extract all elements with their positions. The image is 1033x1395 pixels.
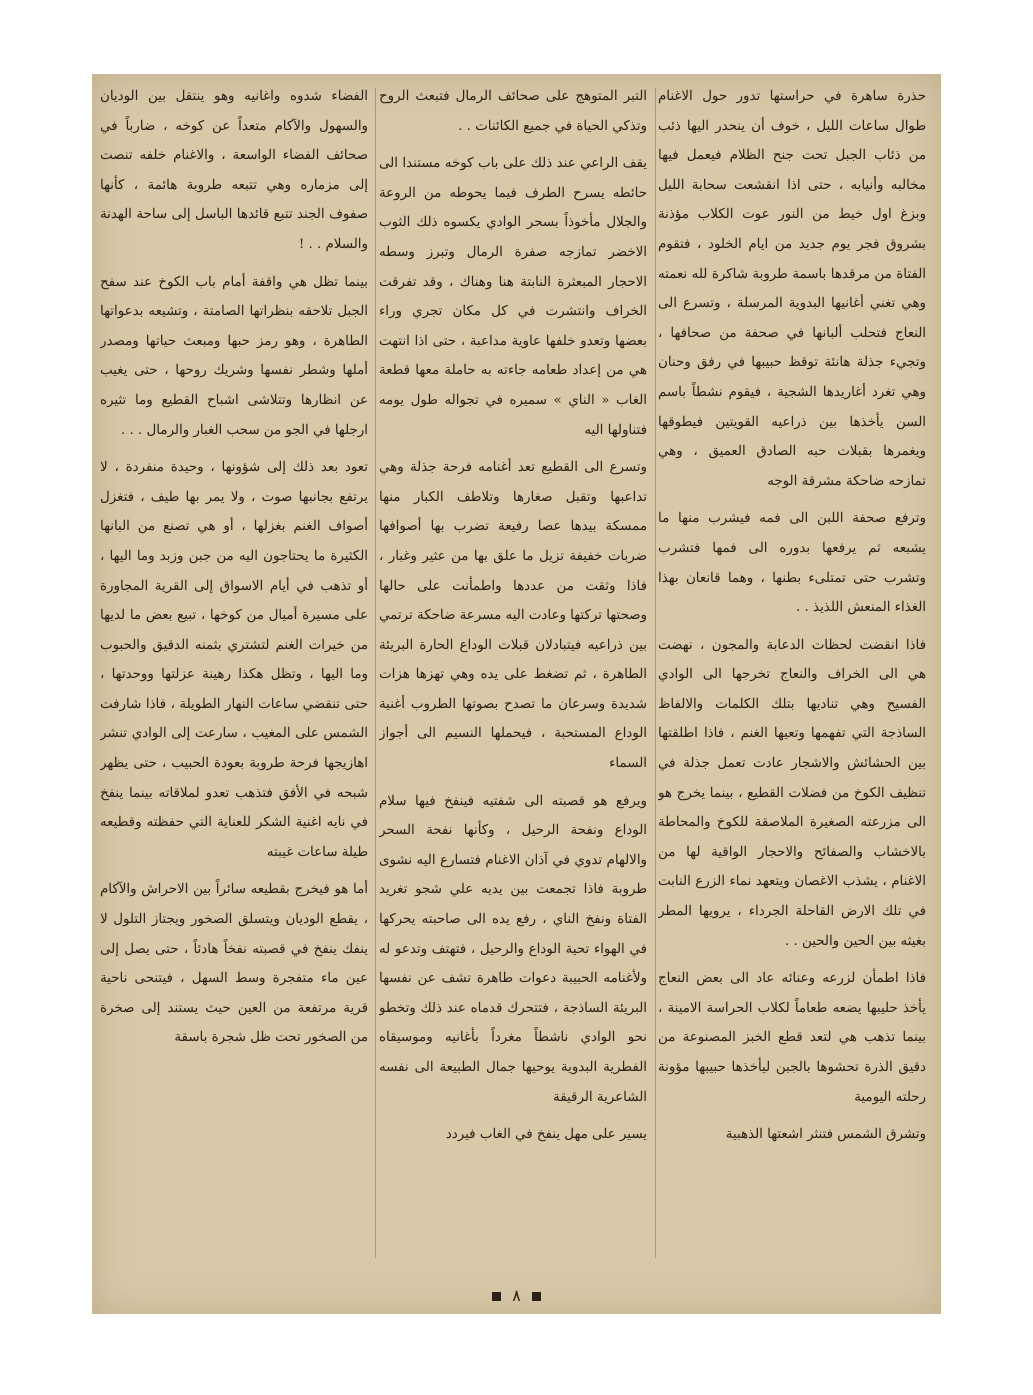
paragraph: حذرة ساهرة في حراستها تدور حول الاغنام طوال ساعات الليل ، خوف أن ينحدر اليها ذئب من ذئاب الجبل تحت جنح الظلام فيعمل فيها مخالبه وأنيابه ، حتى اذا انقشعت سحابة الليل وبزغ اول خيط من النور عوت الكلاب مؤذنة بشروق فجر يوم جديد من ايام الخلود ، فتقوم الفتاة من مرقدها باسمة طروبة شاكرة لله نعمته وهي تغني أغانيها البدوية المرسلة ، وتسرع الى النعاج فتحلب ألبانها في صحفة من صحافها ، وتجيء جذلة هانئة توقظ حبيبها في رفق وحنان وهي تغرد أغاريدها الشجية ، فيقوم نشطاً باسم السن يأخذها بين ذراعيه القويتين فيطوقها ويغمرها بقبلات حبه الصادق العميق ، وهي تمازحه ضاحكة مشرقة الوجه bbox=[658, 89, 926, 489]
paragraph: وترفع صحفة اللبن الى فمه فيشرب منها ما يشبعه ثم يرفعها بدوره الى فمها فتشرب وتشرب حتى تمتلىء بطنها ، وهما قانعان بهذا الغذاء المنعش اللذيذ . . bbox=[658, 511, 926, 616]
paragraph: فاذا اطمأن لزرعه وعنائه عاد الى بعض النعاج يأخذ حليبها يضعه طعاماً لكلاب الحراسة الامينة ، بينما تذهب هي لتعد قطع الخبز المصنوعة من دقيق الذرة تحشوها بالجبن ليأخذها حبيبها مؤونة رحلته اليومية bbox=[658, 971, 926, 1105]
paragraph: الفضاء شدوه واغانيه وهو ينتقل بين الوديان والسهول والآكام متعداً عن كوخه ، ضارباً في صحائف الفضاء الواسعة ، والاغنام خلفه تنصت إلى مزماره وهي تتبعه طروبة هائمة ، كأنها صفوف الجند تتبع قائدها الباسل إلى ساحة الهدنة والسلام . . ! bbox=[100, 89, 368, 252]
paragraph: يقف الراعي عند ذلك على باب كوخه مستندا الى حائطه يسرح الطرف فيما يحوطه من الروعة والجلال مأخوذاً بسحر الوادي يكسوه ذلك الثوب الاخضر تمازجه صفرة الرمال وتبرز وسطه الاحجار المبعثرة النابتة هنا وهناك ، وقد تفرقت الخراف وانتشرت في كل مكان تجري وراء بعضها وتعدو خلفها عاوية مداعبة ، حتى اذا انتهت هي من إعداد طعامه جاءته به حاملة معها قطعة الغاب « الناي » سميره في تجواله طول يومه فتناولها اليه bbox=[379, 156, 647, 438]
text-column-left bbox=[100, 82, 368, 1272]
page-number: ٨ bbox=[512, 1286, 521, 1305]
column-divider bbox=[375, 88, 376, 1258]
column-divider bbox=[655, 88, 656, 1258]
text-column-right bbox=[658, 82, 926, 1272]
paragraph: تعود بعد ذلك إلى شؤونها ، وحيدة منفردة ، لا يرتفع بجانبها صوت ، ولا يمر بها طيف ، فتغزل أصواف الغنم بغزلها ، أو هي تصنع من البانها الكثيرة ما يحتاجون اليه من جبن وزبد وما اليها ، أو تذهب في أيام الاسواق إلى القرية المجاورة على مسيرة أميال من كوخها ، تبيع بعض ما لديها من خيرات الغنم لتشتري بثمنه الدقيق والحبوب وما اليها ، وتظل هكذا رهينة عزلتها ووحدتها ، حتى تنقضي ساعات النهار الطويلة ، فاذا شارفت الشمس على المغيب ، سارعت إلى الوادي تنشر اهازيجها فرحة طروبة بعودة الحبيب ، حتى يظهر شبحه في الأفق فتذهب تعدو لملاقاته بينما ينفخ في نايه اغنية الشكر للعناية التي حفظته وقطيعه طيلة ساعات غيبته bbox=[100, 460, 368, 860]
paragraph: أما هو فيخرج بقطيعه سائراً بين الاحراش والآكام ، يقطع الوديان ويتسلق الصخور ويجتاز التلول لا ينفك ينفخ في قصبته نفخاً هادئاً ، حتى يصل إلى عين ماء متفجرة وسط السهل ، فيتنحى ناحية قرية مرتفعة من العين حيث يستند إلى صخرة من الصخور تحت ظل شجرة باسقة bbox=[100, 882, 368, 1046]
square-ornament-icon bbox=[532, 1292, 541, 1301]
text-column-middle bbox=[379, 82, 647, 1272]
paragraph: ويرفع هو قصبته الى شفتيه فينفخ فيها سلام الوداع ونفحة الرحيل ، وكأنها نفحة السحر والالهام تدوي في آذان الاغنام فتسارع اليه نشوى طروبة فاذا تجمعت بين يديه علي شجو تغريد الفتاة ونفخ الناي ، رفع يده الى صاحبته يحركها في الهواء تحية الوداع والرحيل ، فتهتف وتدعو له ولأغنامه الحبيبة دعوات طاهرة تشف عن نفسها البريئة الساذجة ، فتتحرك قدماه عند ذلك وتخطو نحو الوادي ناشطاً مغرداً بأغانيه وموسيقاه الفطرية البدوية يوحيها جمال الطبيعة الى نفسه الشاعرية الرقيقة bbox=[379, 793, 647, 1105]
paragraph: يسير على مهل ينفخ في الغاب فيردد bbox=[445, 1127, 647, 1143]
paragraph: بينما تظل هي واقفة أمام باب الكوخ عند سفح الجبل تلاحقه بنظراتها الصامتة ، وتشيعه بدعواتها الطاهرة ، وهو رمز حبها ومبعث حياتها ومصدر أملها وشطر نفسها وشريك روحها ، حتى يغيب عن انظارها وتتلاشى اشباح القطيع وما تثيره ارجلها في الجو من سحب الغبار والرمال . . . bbox=[100, 274, 368, 438]
document-page bbox=[92, 74, 941, 1314]
paragraph: فاذا انقضت لحظات الدعابة والمجون ، نهضت هي الى الخراف والنعاج تخرجها الى الوادي الفسيح وهي تناديها بتلك الكلمات والالفاظ الساذجة التي تفهمها وتعيها الغنم ، فاذا اطلقتها بين الحشائش والاشجار عادت تعمل جذلة في تنظيف الكوخ من فضلات القطيع ، بينما يخرج هو الى مزرعته الصغيرة الملاصقة للكوخ والمحاطة بالاخشاب والصفائح والاحجار الواقية لها من الاغنام ، يشذب الاغصان ويتعهد نماء الزرع النابت في تلك الارض القاحلة الجرداء ، يرويها المطر بغيثه بين الحين والحين . . bbox=[658, 637, 926, 949]
square-ornament-icon bbox=[492, 1292, 501, 1301]
paragraph: وتسرع الى القطيع تعد أغنامه فرحة جذلة وهي تداعبها وتقبل صغارها وتلاطف الكبار منها ممسكة بيدها عصا رفيعة تضرب بها أصوافها ضربات خفيفة تزيل ما علق بها من عثير وغبار ، فاذا وثقت من عددها واطمأنت على حالها وصحتها تركتها وعادت اليه مسرعة ضاحكة ترتمي بين ذراعيه فيتبادلان قبلات الوداع الحارة البريئة الطاهرة ، ثم تضغط على يده وهي تهزها هزات شديدة وسرعان ما تصدح بصوتها الطروب أغنية الوداع المستحبة ، فيحملها النسيم الى أجواز السماء bbox=[379, 460, 647, 772]
paragraph: وتشرق الشمس فتنثر اشعتها الذهبية bbox=[725, 1127, 926, 1143]
paragraph: التبر المتوهج على صحائف الرمال فتبعث الروح وتذكي الحياة في جميع الكائنات . . bbox=[379, 89, 647, 134]
page-footer bbox=[92, 1286, 941, 1305]
